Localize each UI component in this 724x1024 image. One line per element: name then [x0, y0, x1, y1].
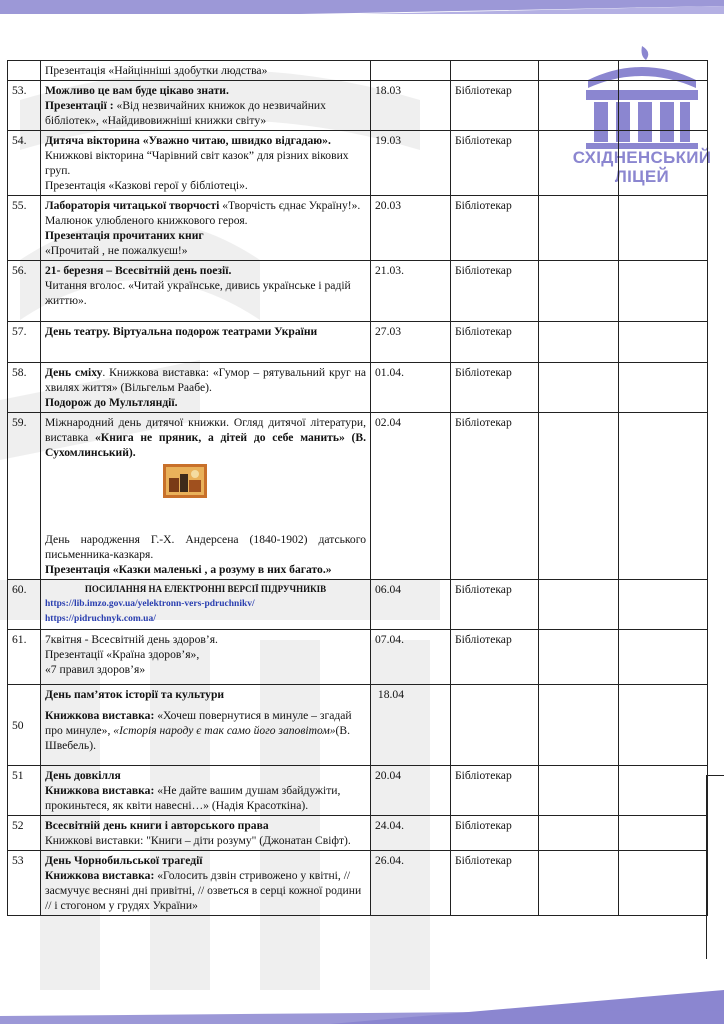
- resp-cell: Бібліотекар: [451, 851, 539, 916]
- event-title: Можливо це вам буде цікаво знати.: [45, 84, 229, 97]
- event-text: День народження Г.-Х. Андерсена (1840-1902) датського письменника-казкаря.: [45, 533, 366, 561]
- date-cell: [371, 61, 451, 81]
- event-cell: [41, 131, 371, 196]
- event-title: День пам’яток історії та культури: [45, 688, 225, 701]
- num-cell: 55.: [8, 196, 41, 261]
- num-cell: 61.: [8, 630, 41, 685]
- event-cell: [41, 630, 371, 685]
- extra-cell: [619, 363, 708, 413]
- event-cell: [41, 580, 371, 630]
- resp-cell: Бібліотекар: [451, 766, 539, 816]
- num-cell: [8, 61, 41, 81]
- event-text: Міжнародний день дитячої книжки. Огляд дитячої літератури, виставка: [45, 416, 366, 444]
- event-label: Презентація «Казки маленькі , а розуму в них багато.»: [45, 563, 332, 576]
- date-cell: 26.04.: [371, 851, 451, 916]
- links-heading: ПОСИЛАННЯ НА ЕЛЕКТРОННІ ВЕРСІЇ ПІДРУЧНИКІВ: [84, 584, 327, 594]
- date-cell: 20.04: [371, 766, 451, 816]
- extra-cell: [619, 413, 708, 580]
- event-title: 21- березня – Всесвітній день поезії.: [45, 264, 232, 277]
- date-cell: 02.04: [371, 413, 451, 580]
- extra-cell: [539, 363, 619, 413]
- resp-cell: Бібліотекар: [451, 131, 539, 196]
- event-text: «Голосить дзвін стривожено у квітні, // засмучує весняні дні привітні, // озветься в серці кожної родини // і стогоном у грудях України»: [45, 869, 362, 912]
- event-label: Презентації :: [45, 99, 114, 112]
- bottom-decor-band: [0, 990, 724, 1024]
- table-row: [8, 851, 708, 916]
- side-border-fragment: [706, 775, 724, 959]
- event-cell: [41, 766, 371, 816]
- event-cell: [41, 61, 371, 81]
- num-cell: 57.: [8, 322, 41, 363]
- event-cell: [41, 81, 371, 131]
- extra-cell: [619, 131, 708, 196]
- extra-cell: [539, 413, 619, 580]
- resp-cell: Бібліотекар: [451, 196, 539, 261]
- event-text: Презентації «Країна здоров’я»,: [45, 648, 200, 661]
- extra-cell: [619, 580, 708, 630]
- extra-cell: [539, 196, 619, 261]
- event-text: Читання вголос. «Читай українське, дивись українське і радій життю».: [45, 279, 351, 307]
- date-cell: 24.04.: [371, 816, 451, 851]
- num-cell: 50: [8, 685, 41, 766]
- event-label: «Книга не пряник, а дітей до себе манить» (В. Сухомлинський).: [45, 431, 367, 459]
- date-cell: 20.03: [371, 196, 451, 261]
- extra-cell: [539, 322, 619, 363]
- extra-cell: [619, 61, 708, 81]
- table-row: [8, 766, 708, 816]
- extra-cell: [539, 851, 619, 916]
- table-row: [8, 322, 708, 363]
- num-cell: 51: [8, 766, 41, 816]
- date-cell: 27.03: [371, 322, 451, 363]
- extra-cell: [619, 766, 708, 816]
- extra-cell: [619, 685, 708, 766]
- top-decor-band: [0, 0, 724, 14]
- resp-cell: Бібліотекар: [451, 261, 539, 322]
- event-text: 7квітня - Всесвітній день здоров’я.: [45, 633, 218, 646]
- event-label: Книжкова виставка:: [45, 784, 155, 797]
- resp-cell: Бібліотекар: [451, 413, 539, 580]
- table-row: [8, 685, 708, 766]
- extra-cell: [539, 580, 619, 630]
- event-text: Книжкові виставки: "Книги – діти розуму" (Джонатан Свіфт).: [45, 834, 351, 847]
- date-cell: 06.04: [371, 580, 451, 630]
- table-row: [8, 81, 708, 131]
- event-text: Презентація «Найцінніші здобутки людства»: [45, 64, 268, 77]
- event-text: Презентація «Казкові герої у бібліотеці».: [45, 179, 248, 192]
- event-cell: [41, 851, 371, 916]
- extra-cell: [539, 630, 619, 685]
- date-cell: 18.04: [371, 685, 451, 766]
- table-row: [8, 413, 708, 580]
- event-quote: «Історія народу є так само його заповітом»: [113, 724, 336, 737]
- event-title: День Чорнобильської трагедії: [45, 854, 203, 867]
- event-cell: [41, 196, 371, 261]
- event-text: «Прочитай , не пожалкуєш!»: [45, 244, 188, 257]
- resp-cell: Бібліотекар: [451, 630, 539, 685]
- event-cell: [41, 685, 371, 766]
- event-label: Презентація прочитаних книг: [45, 229, 204, 242]
- extra-cell: [619, 81, 708, 131]
- num-cell: 60.: [8, 580, 41, 630]
- extra-cell: [539, 61, 619, 81]
- extra-cell: [619, 630, 708, 685]
- resp-cell: Бібліотекар: [451, 81, 539, 131]
- event-label: Книжкова виставка:: [45, 709, 155, 722]
- event-cell: [41, 413, 371, 580]
- event-title: День театру. Віртуальна подорож театрами України: [45, 325, 318, 338]
- event-text: «Не дайте вашим душам збайдужіти, прокиньтеся, як квіти навесні…» (Надія Красоткіна).: [45, 784, 341, 812]
- num-cell: 53: [8, 851, 41, 916]
- event-text: «Творчість єднає Україну!». Малюнок улюбленого книжкового героя.: [45, 199, 361, 227]
- resp-cell: [451, 685, 539, 766]
- extra-cell: [539, 766, 619, 816]
- table-row: [8, 131, 708, 196]
- num-cell: 54.: [8, 131, 41, 196]
- event-text: «7 правил здоров’я»: [45, 663, 146, 676]
- extra-cell: [539, 685, 619, 766]
- table-row: [8, 261, 708, 322]
- logo-line-1: СХІДНЕНСЬКИЙ: [572, 148, 712, 167]
- num-cell: 58.: [8, 363, 41, 413]
- event-text: . Книжкова виставка: «Гумор – рятувальний круг на хвилях життя» (Вільгельм Раабе).: [45, 366, 367, 394]
- books-illustration-icon: [163, 464, 207, 498]
- resp-cell: Бібліотекар: [451, 363, 539, 413]
- event-title: Лабораторія читацької творчості: [45, 199, 220, 212]
- textbook-link-1[interactable]: https://lib.imzo.gov.ua/yelektronn-vers-pdruchnikv/: [45, 599, 255, 609]
- extra-cell: [619, 261, 708, 322]
- resp-cell: Бібліотекар: [451, 816, 539, 851]
- extra-cell: [619, 816, 708, 851]
- event-label: Подорож до Мультляндії.: [45, 396, 178, 409]
- table-row: [8, 580, 708, 630]
- extra-cell: [619, 322, 708, 363]
- event-title: День сміху: [45, 366, 103, 379]
- extra-cell: [539, 816, 619, 851]
- event-text: «Від незвичайних книжок до незвичайних бібліотек», «Найдивовижніші книжки світу»: [45, 99, 326, 127]
- extra-cell: [539, 261, 619, 322]
- num-cell: 53.: [8, 81, 41, 131]
- event-cell: [41, 261, 371, 322]
- events-table: [7, 60, 708, 916]
- event-cell: [41, 363, 371, 413]
- date-cell: 19.03: [371, 131, 451, 196]
- event-cell: [41, 816, 371, 851]
- table-row: [8, 363, 708, 413]
- event-label: Книжкова виставка:: [45, 869, 155, 882]
- extra-cell: [539, 81, 619, 131]
- event-text: Книжкові вікторина “Чарівний світ казок” для різних вікових груп.: [45, 149, 349, 177]
- event-title: Дитяча вікторина «Уважно читаю, швидко відгадаю».: [45, 134, 331, 147]
- date-cell: 21.03.: [371, 261, 451, 322]
- num-cell: 52: [8, 816, 41, 851]
- textbook-link-2[interactable]: https://pidruchnyk.com.ua/: [45, 614, 156, 624]
- resp-cell: Бібліотекар: [451, 322, 539, 363]
- resp-cell: Бібліотекар: [451, 580, 539, 630]
- table-row: [8, 196, 708, 261]
- num-cell: 59.: [8, 413, 41, 580]
- event-text: «Хочеш повернутися в минуле – згадай про минуле»,: [45, 709, 352, 737]
- extra-cell: [619, 851, 708, 916]
- event-title: Всесвітній день книги і авторського права: [45, 819, 269, 832]
- table-row: [8, 816, 708, 851]
- extra-cell: [539, 131, 619, 196]
- logo-line-2: ЛІЦЕЙ: [614, 167, 670, 186]
- extra-cell: [619, 196, 708, 261]
- event-text: (В. Швебель).: [45, 724, 351, 752]
- date-cell: 01.04.: [371, 363, 451, 413]
- resp-cell: [451, 61, 539, 81]
- date-cell: 07.04.: [371, 630, 451, 685]
- num-cell: 56.: [8, 261, 41, 322]
- event-cell: [41, 322, 371, 363]
- table-row: [8, 61, 708, 81]
- date-cell: 18.03: [371, 81, 451, 131]
- table-row: [8, 630, 708, 685]
- event-title: День довкілля: [45, 769, 121, 782]
